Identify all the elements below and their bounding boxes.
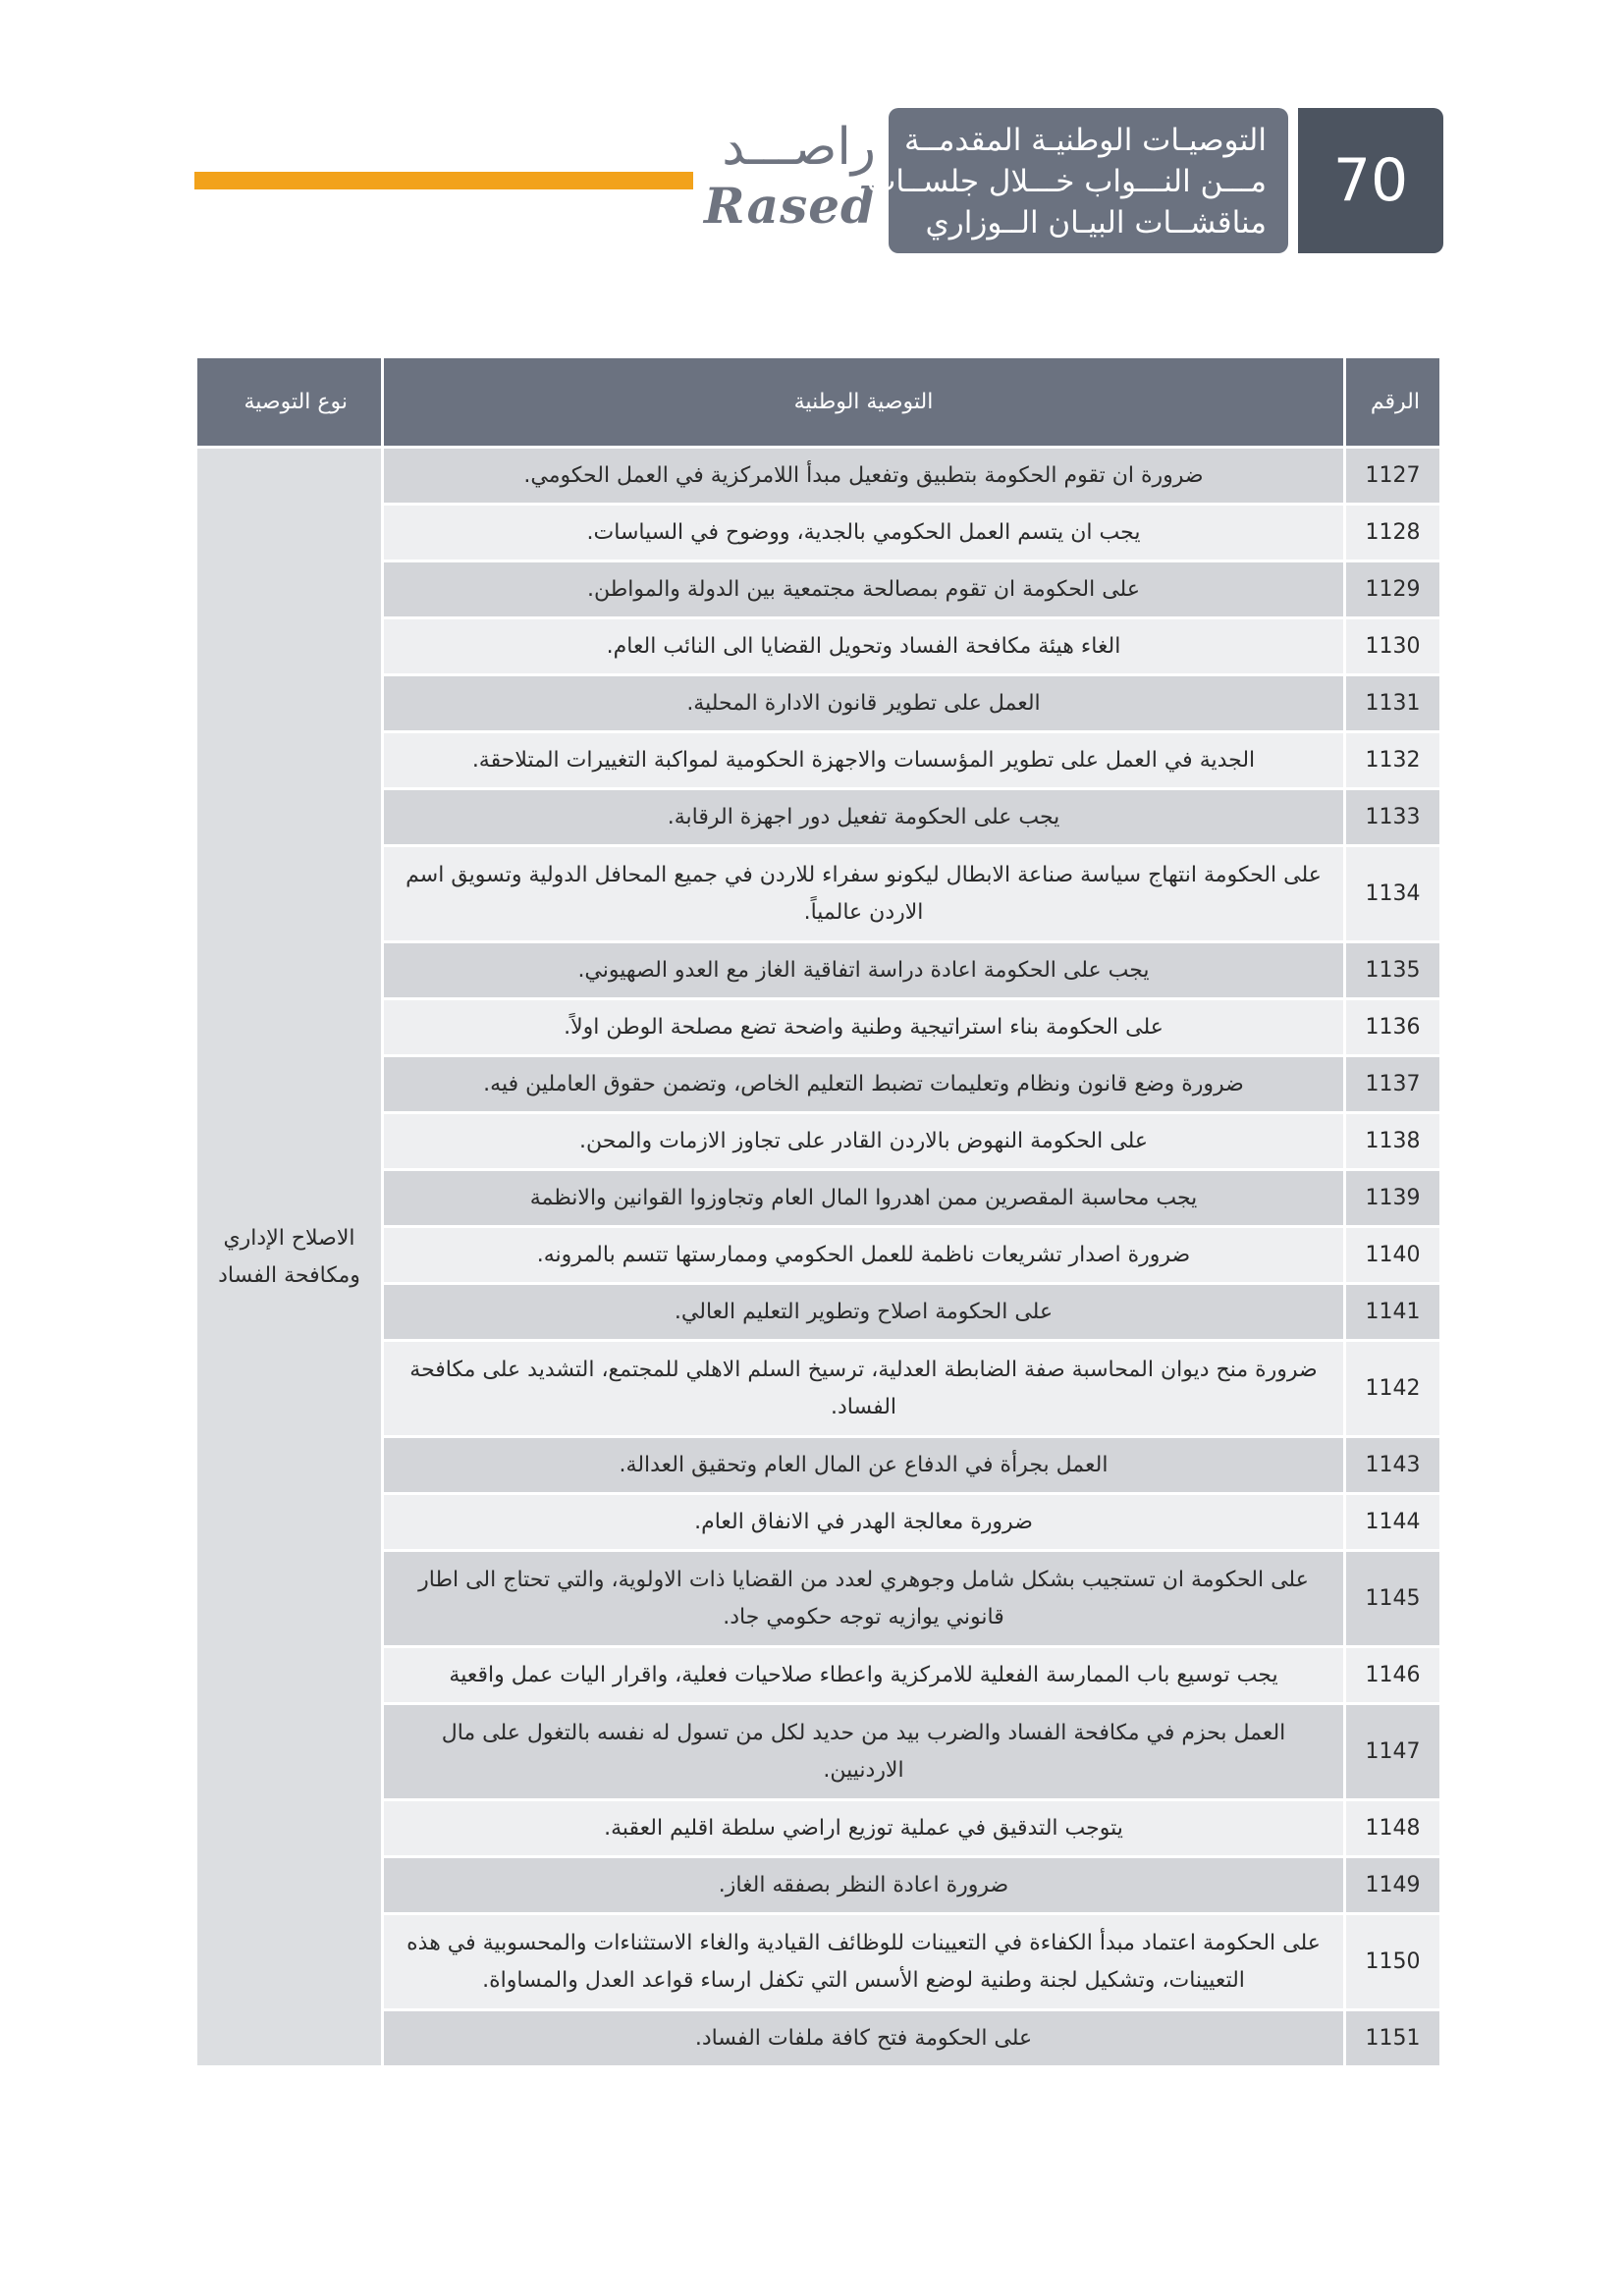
row-number: 1135	[1345, 942, 1441, 999]
row-number: 1137	[1345, 1056, 1441, 1113]
rased-logo	[703, 118, 876, 245]
header-type: نوع التوصية	[196, 357, 383, 448]
table-row	[196, 1800, 1441, 1857]
row-recommendation: الجدية في العمل على تطوير المؤسسات والاجهزة الحكومية لمواكبة التغييرات المتلاحقة.	[383, 732, 1345, 789]
table-row	[196, 1437, 1441, 1494]
row-recommendation: ضرورة اصدار تشريعات ناظمة للعمل الحكومي وممارستها تتسم بالمرونه.	[383, 1227, 1345, 1284]
row-number: 1140	[1345, 1227, 1441, 1284]
recommendations-table-wrapper	[194, 355, 1439, 2068]
row-recommendation: ضرورة وضع قانون ونظام وتعليمات تضبط التعليم الخاص، وتضمن حقوق العاملين فيه.	[383, 1056, 1345, 1113]
row-recommendation: العمل بحزم في مكافحة الفساد والضرب بيد من حديد لكل من تسول له نفسه بالتغول على مال الاردنيين.	[383, 1704, 1345, 1800]
row-number: 1147	[1345, 1704, 1441, 1800]
row-number: 1144	[1345, 1494, 1441, 1551]
row-number: 1148	[1345, 1800, 1441, 1857]
row-number: 1150	[1345, 1914, 1441, 2010]
row-recommendation: على الحكومة ان تقوم بمصالحة مجتمعية بين الدولة والمواطن.	[383, 561, 1345, 618]
row-number: 1142	[1345, 1341, 1441, 1437]
title-line-1: التوصيـات الوطنيـة المقدمــة	[903, 123, 1267, 158]
row-recommendation: ضرورة ان تقوم الحكومة بتطبيق وتفعيل مبدأ اللامركزية في العمل الحكومي.	[383, 448, 1345, 505]
table-row	[196, 505, 1441, 561]
document-title-box	[867, 108, 1288, 253]
row-number: 1134	[1345, 846, 1441, 942]
title-line-3: مناقشــات البيـان الــوزاري	[925, 205, 1267, 240]
row-number: 1127	[1345, 448, 1441, 505]
table-row	[196, 1170, 1441, 1227]
row-recommendation: يجب محاسبة المقصرين ممن اهدروا المال العام وتجاوزوا القوانين والانظمة	[383, 1170, 1345, 1227]
row-number: 1133	[1345, 789, 1441, 846]
accent-bar	[194, 172, 693, 189]
table-row	[196, 942, 1441, 999]
recommendations-table	[194, 355, 1442, 2068]
row-recommendation: الغاء هيئة مكافحة الفساد وتحويل القضايا الى النائب العام.	[383, 618, 1345, 675]
table-row	[196, 1647, 1441, 1704]
header-recommendation: التوصية الوطنية	[383, 357, 1345, 448]
row-number: 1129	[1345, 561, 1441, 618]
row-recommendation: ضرورة اعادة النظر بصفقه الغاز.	[383, 1857, 1345, 1914]
table-header-row	[196, 357, 1441, 448]
row-recommendation: على الحكومة فتح كافة ملفات الفساد.	[383, 2010, 1345, 2067]
table-row	[196, 1113, 1441, 1170]
row-recommendation: على الحكومة ان تستجيب بشكل شامل وجوهري لعدد من القضايا ذات الاولوية، والتي تحتاج الى اطار قانوني يوازيه توجه حكومي جاد.	[383, 1551, 1345, 1647]
table-row	[196, 1341, 1441, 1437]
table-row	[196, 675, 1441, 732]
row-recommendation: على الحكومة انتهاج سياسة صناعة الابطال ليكونو سفراء للاردن في جميع المحافل الدولية وتسويق اسم الاردن عالمياً.	[383, 846, 1345, 942]
logo-latin-text: Rased	[703, 177, 876, 235]
row-number: 1131	[1345, 675, 1441, 732]
row-recommendation: ضرورة منح ديوان المحاسبة صفة الضابطة العدلية، ترسيخ السلم الاهلي للمجتمع، التشديد على مكافحة الفساد.	[383, 1341, 1345, 1437]
table-row	[196, 1284, 1441, 1341]
table-row	[196, 732, 1441, 789]
row-number: 1143	[1345, 1437, 1441, 1494]
row-recommendation: يجب توسيع باب الممارسة الفعلية للامركزية واعطاء صلاحيات فعلية، واقرار اليات عمل واقعية	[383, 1647, 1345, 1704]
table-body	[196, 448, 1441, 2067]
row-number: 1151	[1345, 2010, 1441, 2067]
row-recommendation: على الحكومة بناء استراتيجية وطنية واضحة تضع مصلحة الوطن اولاً.	[383, 999, 1345, 1056]
row-number: 1146	[1345, 1647, 1441, 1704]
table-row	[196, 846, 1441, 942]
row-number: 1130	[1345, 618, 1441, 675]
row-number: 1138	[1345, 1113, 1441, 1170]
table-row	[196, 2010, 1441, 2067]
row-number: 1139	[1345, 1170, 1441, 1227]
recommendation-type-cell	[196, 448, 383, 2067]
title-line-2: مـــن النـــواب خـــلال جلســات	[867, 164, 1267, 199]
row-recommendation: العمل على تطوير قانون الادارة المحلية.	[383, 675, 1345, 732]
row-number: 1141	[1345, 1284, 1441, 1341]
row-recommendation: على الحكومة اصلاح وتطوير التعليم العالي.	[383, 1284, 1345, 1341]
table-row	[196, 448, 1441, 505]
row-recommendation: على الحكومة اعتماد مبدأ الكفاءة في التعيينات للوظائف القيادية والغاء الاستثناءات والمحسوبية في هذه التعيينات، وتشكيل لجنة وطنية لوضع الأسس التي تكفل ارساء قواعد العدل والمساواة.	[383, 1914, 1345, 2010]
row-recommendation: يجب على الحكومة تفعيل دور اجهزة الرقابة.	[383, 789, 1345, 846]
table-row	[196, 561, 1441, 618]
row-number: 1149	[1345, 1857, 1441, 1914]
row-recommendation: على الحكومة النهوض بالاردن القادر على تجاوز الازمات والمحن.	[383, 1113, 1345, 1170]
table-row	[196, 1914, 1441, 2010]
table-row	[196, 999, 1441, 1056]
table-row	[196, 1056, 1441, 1113]
table-row	[196, 789, 1441, 846]
table-row	[196, 1704, 1441, 1800]
table-row	[196, 618, 1441, 675]
row-recommendation: ضرورة معالجة الهدر في الانفاق العام.	[383, 1494, 1345, 1551]
row-recommendation: العمل بجرأة في الدفاع عن المال العام وتحقيق العدالة.	[383, 1437, 1345, 1494]
row-recommendation: يجب على الحكومة اعادة دراسة اتفاقية الغاز مع العدو الصهيوني.	[383, 942, 1345, 999]
row-number: 1128	[1345, 505, 1441, 561]
header-number: الرقم	[1345, 357, 1441, 448]
page-number: 70	[1298, 108, 1443, 253]
table-row	[196, 1551, 1441, 1647]
row-recommendation: يتوجب التدقيق في عملية توزيع اراضي سلطة اقليم العقبة.	[383, 1800, 1345, 1857]
table-row	[196, 1494, 1441, 1551]
row-number: 1145	[1345, 1551, 1441, 1647]
row-number: 1132	[1345, 732, 1441, 789]
table-row	[196, 1857, 1441, 1914]
logo-arabic-text: راصـــد	[722, 118, 876, 177]
type-line-1: الاصلاح الإداري	[223, 1225, 355, 1251]
table-row	[196, 1227, 1441, 1284]
type-line-2: ومكافحة الفساد	[218, 1262, 360, 1288]
row-number: 1136	[1345, 999, 1441, 1056]
row-recommendation: يجب ان يتسم العمل الحكومي بالجدية، ووضوح في السياسات.	[383, 505, 1345, 561]
